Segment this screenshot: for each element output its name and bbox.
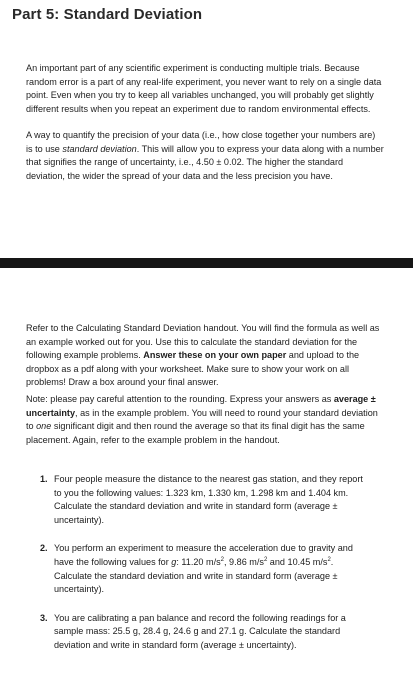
instructions-paragraph (26, 322, 382, 390)
problem-text-part: . Calculate the standard deviation and write in standard form (average ± uncertainty). (54, 556, 338, 595)
instructions-start: Refer to the Calculating Standard Deviation handout. You will find the formula as well as an example worked out for you. Use this to calculate the standard deviation for the following example problems. (26, 323, 380, 361)
section-title: Part 5: Standard Deviation (12, 6, 203, 23)
page-divider (0, 258, 413, 268)
problem-text (54, 543, 353, 594)
intro-paragraph-2 (26, 129, 384, 183)
exponent: 2 (263, 556, 268, 563)
intro-paragraph-1: An important part of any scientific experiment is conducting multiple trials. Because random error is a part of any real-life experiment, you never want to rely on a single data point. Even when you try to keep all variables unchanged, you will probably get slightly different results when you repeat an experiment due to random environmental effects. (26, 63, 382, 114)
problem-text-part: : 11.20 m/s (176, 556, 221, 567)
problem-item (40, 612, 370, 653)
intro-p2-start: A way to quantify the precision of your data (i.e., how close together your numbers are) is to use (26, 130, 376, 154)
problem-list (40, 473, 370, 653)
standard-deviation-term: standard deviation (62, 143, 137, 154)
problem-item (40, 542, 370, 596)
note-start: Note: please pay careful attention to the rounding. Express your answers as (26, 394, 334, 404)
note-em: one (36, 421, 52, 432)
problem-text-part: You perform an experiment to measure the acceleration due to gravity and have the following values for (54, 543, 353, 567)
intro-p2-end: . This will allow you to express your data along with a number that signifies the range of uncertainty, i.e., 4.50 ± 0.02. The higher the standard deviation, the wider the spread of your data and the less precision you have. (26, 143, 384, 181)
problem-number: 2. (40, 543, 48, 554)
instructions-end: and upload to the dropbox as a pdf along with your worksheet. Make sure to show your work on all problems! Draw a box around your final answer. (26, 350, 360, 388)
problem-text: Four people measure the distance to the nearest gas station, and they report to you the following values: 1.323 km, 1.330 km, 1.298 km and 1.404 km. Calculate the standard deviation and write in standard form (average ± uncertainty). (54, 474, 363, 525)
problem-number: 3. (40, 612, 48, 623)
problem-number: 1. (40, 474, 48, 484)
note-end: significant digit and then round the average so that its final digit has the same placement. Again, refer to the example problem in the handout. (26, 421, 365, 445)
exponent: 2 (220, 556, 224, 563)
problem-text-part: and 10.45 m/s (267, 556, 328, 567)
note-bold: average ± uncertainty (26, 394, 376, 418)
problem-text: You are calibrating a pan balance and record the following readings for a sample mass: 25.5 g, 28.4 g, 24.6 g and 27.1 g. Calculate the standard deviation and write in standard form (average ± uncertainty). (54, 612, 346, 650)
top-page (0, 0, 413, 258)
note-middle: , as in the example problem. You will need to round your standard deviation to (26, 407, 378, 432)
rounding-note-paragraph (26, 393, 386, 447)
variable-g: g (171, 556, 177, 567)
instructions-bold: Answer these on your own paper (143, 350, 287, 361)
problem-item (40, 473, 370, 527)
exponent: 2 (327, 556, 331, 563)
problem-text-part: , 9.86 m/s (224, 556, 264, 567)
